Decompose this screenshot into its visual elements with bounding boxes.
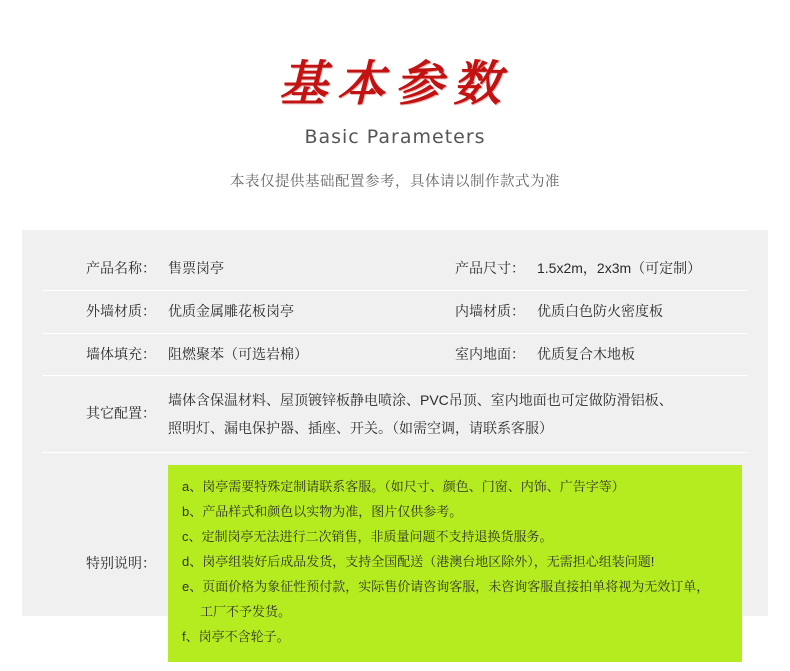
note-line-a: a、岗亭需要特殊定制请联系客服。（如尺寸、颜色、门窗、内饰、广告字等）	[182, 479, 625, 495]
table-row	[42, 248, 748, 290]
table-row-other-config	[42, 376, 748, 453]
spec-value-special-note	[162, 453, 748, 671]
note-line-c: c、定制岗亭无法进行二次销售，非质量问题不支持退换货服务。	[182, 529, 553, 545]
spec-label-outer-wall: 外墙材质：	[42, 290, 162, 333]
note-line-b: b、产品样式和颜色以实物为准，图片仅供参考。	[182, 504, 463, 520]
spec-label-product-name: 产品名称：	[42, 248, 162, 290]
spec-value-inner-wall: 优质白色防火密度板	[531, 290, 748, 333]
page-subtitle: 本表仅提供基础配置参考，具体请以制作款式为准	[230, 173, 560, 190]
other-config-line-1: 墙体含保温材料、屋顶镀锌板静电喷涂、PVC吊顶、室内地面也可定做防滑铝板、	[168, 392, 673, 409]
note-line-e-continued: 工厂不予发货。	[200, 604, 292, 620]
page-title-cn: 基本参数	[278, 56, 511, 112]
special-note-box	[168, 465, 742, 662]
spec-value-product-name: 售票岗亭	[162, 248, 419, 290]
spec-label-wall-fill: 墙体填充：	[42, 333, 162, 376]
spec-label-indoor-floor: 室内地面：	[419, 333, 531, 376]
spec-value-indoor-floor: 优质复合木地板	[531, 333, 748, 376]
other-config-line-2: 照明灯、漏电保护器、插座、开关。（如需空调，请联系客服）	[168, 420, 553, 437]
table-row	[42, 290, 748, 333]
note-line-d: d、岗亭组装好后成品发货，支持全国配送（港澳台地区除外），无需担心组装问题!	[182, 554, 655, 570]
note-line-e: e、页面价格为象征性预付款，实际售价请咨询客服，未咨询客服直接拍单将视为无效订单，	[182, 579, 710, 595]
table-row	[42, 333, 748, 376]
spec-value-outer-wall: 优质金属雕花板岗亭	[162, 290, 419, 333]
spec-panel	[22, 230, 768, 645]
spec-label-inner-wall: 内墙材质：	[419, 290, 531, 333]
spec-label-other-config: 其它配置：	[42, 376, 162, 453]
spec-label-special-note: 特别说明：	[86, 554, 156, 571]
spec-value-other-config	[162, 376, 748, 453]
page-header	[0, 0, 790, 191]
spec-table	[42, 248, 748, 671]
spec-value-wall-fill: 阻燃聚苯（可选岩棉）	[162, 333, 419, 376]
note-line-f: f、岗亭不含轮子。	[182, 629, 290, 645]
page-title-en: Basic Parameters	[304, 125, 486, 148]
table-row-special-note	[42, 453, 748, 671]
spec-label-product-size: 产品尺寸：	[419, 248, 531, 290]
spec-value-product-size: 1.5x2m，2x3m（可定制）	[531, 248, 748, 290]
